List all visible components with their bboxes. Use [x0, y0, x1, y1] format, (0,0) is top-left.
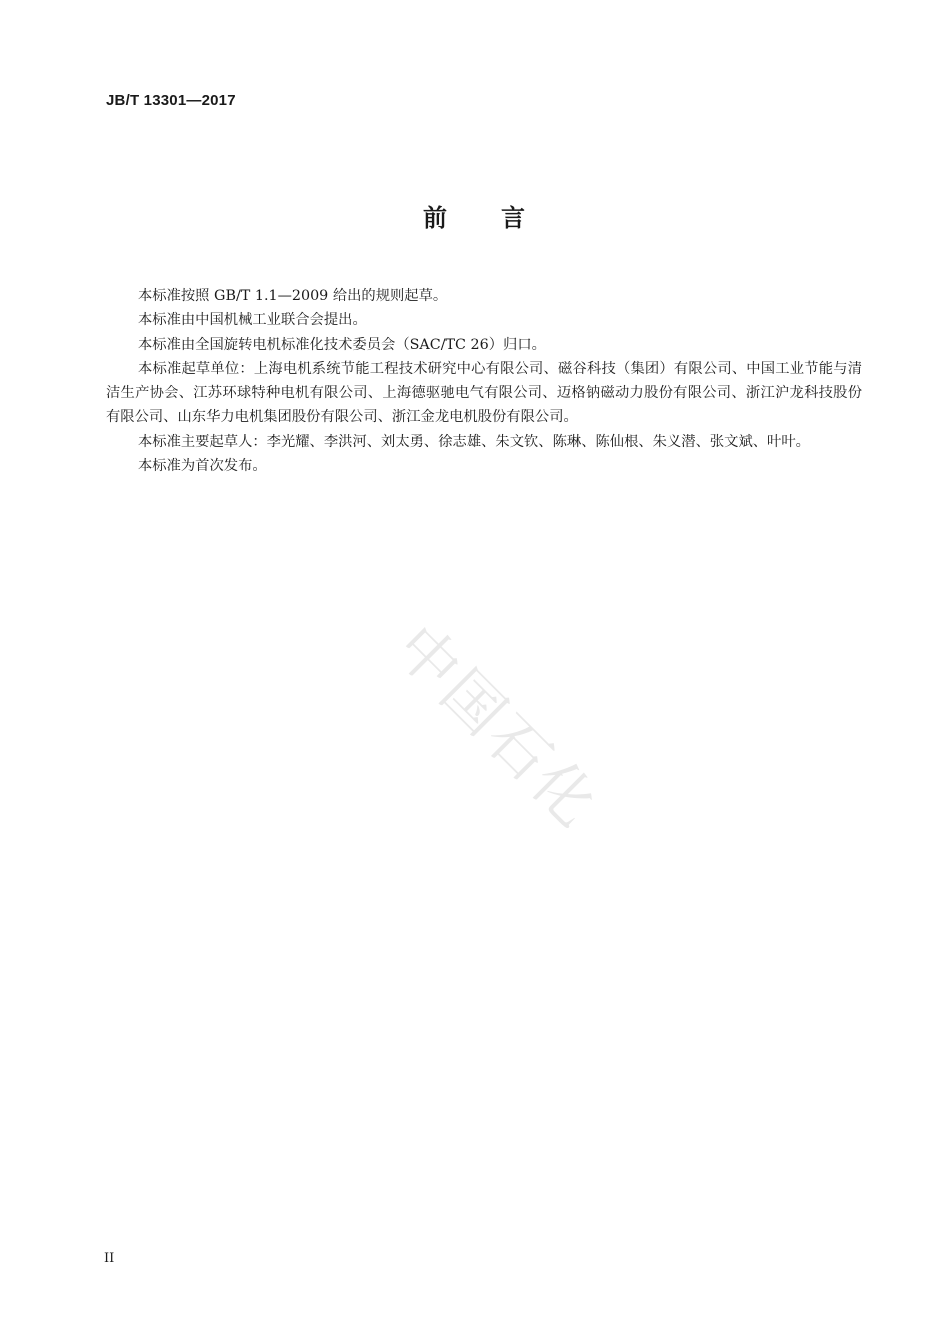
page-number: II — [104, 1251, 115, 1266]
title-char-1: 前 — [423, 204, 449, 232]
paragraph-centralized: 本标准由全国旋转电机标准化技术委员会（SAC/TC 26）归口。 — [138, 336, 546, 353]
paragraph-drafting-rules: 本标准按照 GB/T 1.1—2009 给出的规则起草。 — [138, 288, 448, 304]
paragraph-drafters: 本标准主要起草人：李光耀、李洪河、刘太勇、徐志雄、朱文钦、陈琳、陈仙根、朱义潜、张文斌、叶叶。 — [138, 433, 810, 450]
title-char-2: 言 — [501, 204, 527, 232]
paragraph-first-release: 本标准为首次发布。 — [138, 458, 267, 475]
paragraph-proposer: 本标准由中国机械工业联合会提出。 — [138, 312, 367, 329]
paragraph-drafting-units: 本标准起草单位：上海电机系统节能工程技术研究中心有限公司、磁谷科技（集团）有限公司、中国工业节能与清洁生产协会、江苏环球特种电机有限公司、上海德驱驰电气有限公司、迈格钠磁动力股份有限公司、浙江沪龙科技股份有限公司、山东华力电机集团股份有限公司、浙江金龙电机股份有限公司。 — [106, 360, 862, 426]
page-title — [0, 198, 950, 233]
standard-number: JB/T 13301—2017 — [106, 92, 236, 109]
foreword-body — [106, 284, 862, 478]
watermark: 中国石化 — [381, 611, 613, 843]
